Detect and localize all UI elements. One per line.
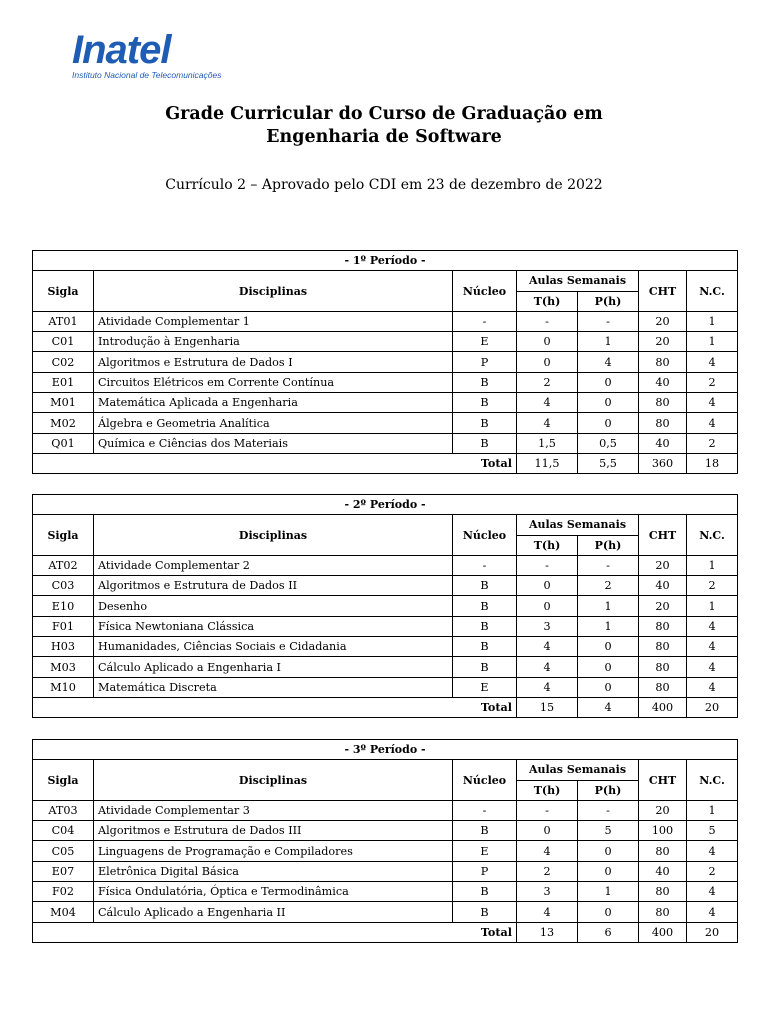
cell-cht: 80: [639, 841, 687, 861]
cell-nucleo: B: [453, 616, 517, 636]
total-nc: 20: [687, 697, 738, 717]
cell-nucleo: E: [453, 841, 517, 861]
total-t: 11,5: [517, 453, 578, 473]
cell-p: 5: [578, 821, 639, 841]
header-disciplinas: Disciplinas: [94, 760, 453, 801]
total-t: 13: [517, 922, 578, 942]
cell-disciplina: Atividade Complementar 2: [94, 555, 453, 575]
cell-t: 4: [517, 413, 578, 433]
cell-nucleo: -: [453, 555, 517, 575]
cell-cht: 80: [639, 882, 687, 902]
cell-nc: 4: [687, 841, 738, 861]
cell-t: 1,5: [517, 433, 578, 453]
cell-disciplina: Atividade Complementar 3: [94, 800, 453, 820]
cell-t: 4: [517, 677, 578, 697]
total-spacer: [33, 453, 453, 473]
table-row: [33, 311, 738, 331]
table-row: [33, 616, 738, 636]
cell-disciplina: Algoritmos e Estrutura de Dados II: [94, 576, 453, 596]
table-row: [33, 555, 738, 575]
cell-disciplina: Eletrônica Digital Básica: [94, 861, 453, 881]
cell-t: 4: [517, 841, 578, 861]
cell-nucleo: B: [453, 637, 517, 657]
cell-cht: 80: [639, 657, 687, 677]
cell-disciplina: Cálculo Aplicado a Engenharia I: [94, 657, 453, 677]
cell-nc: 1: [687, 800, 738, 820]
cell-sigla: C02: [33, 352, 94, 372]
table-row: [33, 352, 738, 372]
cell-p: 0: [578, 657, 639, 677]
header-p: P(h): [578, 780, 639, 800]
total-spacer: [33, 922, 453, 942]
header-aulas-semanais: Aulas Semanais: [517, 760, 639, 780]
header-nucleo: Núcleo: [453, 271, 517, 312]
cell-cht: 80: [639, 902, 687, 922]
cell-disciplina: Linguagens de Programação e Compiladores: [94, 841, 453, 861]
cell-p: 0: [578, 413, 639, 433]
cell-nc: 4: [687, 637, 738, 657]
header-sigla: Sigla: [33, 271, 94, 312]
table-row: [33, 677, 738, 697]
cell-sigla: AT03: [33, 800, 94, 820]
cell-t: 2: [517, 372, 578, 392]
table-row: [33, 861, 738, 881]
cell-sigla: E01: [33, 372, 94, 392]
cell-p: 0: [578, 677, 639, 697]
table-row: [33, 637, 738, 657]
cell-p: 0: [578, 637, 639, 657]
cell-t: 4: [517, 393, 578, 413]
cell-cht: 40: [639, 372, 687, 392]
header-cht: CHT: [639, 760, 687, 801]
table-row: [33, 393, 738, 413]
cell-sigla: M02: [33, 413, 94, 433]
period-title-row: [33, 495, 738, 515]
table-row: [33, 841, 738, 861]
cell-cht: 80: [639, 637, 687, 657]
cell-cht: 80: [639, 677, 687, 697]
period-title: - 1º Período -: [33, 251, 738, 271]
header-p: P(h): [578, 291, 639, 311]
cell-nc: 2: [687, 372, 738, 392]
cell-t: 4: [517, 657, 578, 677]
cell-t: 4: [517, 637, 578, 657]
header-nc: N.C.: [687, 760, 738, 801]
cell-t: -: [517, 800, 578, 820]
period-table: [32, 739, 738, 943]
cell-disciplina: Matemática Discreta: [94, 677, 453, 697]
table-row: [33, 576, 738, 596]
table-row: [33, 821, 738, 841]
cell-sigla: H03: [33, 637, 94, 657]
total-label: Total: [453, 453, 517, 473]
logo-subtitle: Instituto Nacional de Telecomunicações: [72, 70, 222, 80]
cell-t: -: [517, 311, 578, 331]
cell-nc: 4: [687, 902, 738, 922]
total-p: 5,5: [578, 453, 639, 473]
logo-wordmark: Inatel: [72, 28, 171, 72]
cell-sigla: C04: [33, 821, 94, 841]
cell-sigla: Q01: [33, 433, 94, 453]
header-disciplinas: Disciplinas: [94, 515, 453, 556]
header-aulas-semanais: Aulas Semanais: [517, 515, 639, 535]
header-t: T(h): [517, 291, 578, 311]
page-subtitle: Currículo 2 – Aprovado pelo CDI em 23 de dezembro de 2022: [165, 177, 603, 193]
cell-sigla: AT02: [33, 555, 94, 575]
cell-sigla: E10: [33, 596, 94, 616]
table-row: [33, 372, 738, 392]
cell-nucleo: E: [453, 332, 517, 352]
cell-nc: 4: [687, 882, 738, 902]
cell-nc: 4: [687, 393, 738, 413]
cell-sigla: F02: [33, 882, 94, 902]
cell-p: 0: [578, 841, 639, 861]
period-title-row: [33, 740, 738, 760]
cell-p: 1: [578, 596, 639, 616]
cell-t: 0: [517, 352, 578, 372]
cell-disciplina: Cálculo Aplicado a Engenharia II: [94, 902, 453, 922]
cell-p: 1: [578, 332, 639, 352]
header-nc: N.C.: [687, 515, 738, 556]
header-sigla: Sigla: [33, 515, 94, 556]
header-row: [33, 760, 738, 780]
cell-nucleo: B: [453, 393, 517, 413]
cell-nc: 5: [687, 821, 738, 841]
cell-cht: 20: [639, 596, 687, 616]
table-row: [33, 882, 738, 902]
cell-t: 0: [517, 821, 578, 841]
header-p: P(h): [578, 535, 639, 555]
cell-cht: 20: [639, 555, 687, 575]
total-row: [33, 697, 738, 717]
cell-p: 2: [578, 576, 639, 596]
cell-p: -: [578, 800, 639, 820]
table-row: [33, 413, 738, 433]
inatel-logo: [72, 30, 262, 80]
table-row: [33, 902, 738, 922]
cell-p: 0: [578, 861, 639, 881]
header-t: T(h): [517, 535, 578, 555]
cell-p: 0: [578, 372, 639, 392]
cell-p: 0: [578, 393, 639, 413]
period-table: [32, 494, 738, 718]
cell-nc: 1: [687, 555, 738, 575]
total-p: 4: [578, 697, 639, 717]
period-title-row: [33, 251, 738, 271]
cell-cht: 40: [639, 433, 687, 453]
cell-p: 1: [578, 616, 639, 636]
cell-sigla: C03: [33, 576, 94, 596]
cell-nucleo: B: [453, 902, 517, 922]
cell-nucleo: B: [453, 882, 517, 902]
total-cht: 400: [639, 922, 687, 942]
table-row: [33, 596, 738, 616]
cell-sigla: M04: [33, 902, 94, 922]
cell-nc: 4: [687, 677, 738, 697]
cell-p: 0: [578, 902, 639, 922]
header-cht: CHT: [639, 271, 687, 312]
cell-cht: 80: [639, 393, 687, 413]
page-title: [0, 103, 768, 149]
cell-nucleo: E: [453, 677, 517, 697]
header-nucleo: Núcleo: [453, 515, 517, 556]
total-t: 15: [517, 697, 578, 717]
total-nc: 20: [687, 922, 738, 942]
cell-disciplina: Algoritmos e Estrutura de Dados I: [94, 352, 453, 372]
total-cht: 400: [639, 697, 687, 717]
cell-nc: 2: [687, 433, 738, 453]
cell-sigla: M03: [33, 657, 94, 677]
cell-t: 2: [517, 861, 578, 881]
cell-nc: 4: [687, 413, 738, 433]
cell-t: 0: [517, 596, 578, 616]
table-row: [33, 800, 738, 820]
cell-sigla: C05: [33, 841, 94, 861]
cell-cht: 20: [639, 311, 687, 331]
cell-disciplina: Circuitos Elétricos em Corrente Contínua: [94, 372, 453, 392]
cell-cht: 80: [639, 352, 687, 372]
cell-nucleo: B: [453, 596, 517, 616]
cell-nucleo: P: [453, 352, 517, 372]
cell-nc: 2: [687, 576, 738, 596]
cell-nucleo: B: [453, 657, 517, 677]
cell-cht: 20: [639, 332, 687, 352]
cell-disciplina: Matemática Aplicada a Engenharia: [94, 393, 453, 413]
table-row: [33, 433, 738, 453]
header-aulas-semanais: Aulas Semanais: [517, 271, 639, 291]
cell-disciplina: Química e Ciências dos Materiais: [94, 433, 453, 453]
cell-cht: 40: [639, 861, 687, 881]
header-sigla: Sigla: [33, 760, 94, 801]
period-table: [32, 250, 738, 474]
period-title: - 2º Período -: [33, 495, 738, 515]
cell-nucleo: B: [453, 576, 517, 596]
table-row: [33, 657, 738, 677]
header-t: T(h): [517, 780, 578, 800]
header-nc: N.C.: [687, 271, 738, 312]
cell-sigla: F01: [33, 616, 94, 636]
cell-nucleo: B: [453, 821, 517, 841]
cell-nc: 4: [687, 352, 738, 372]
header-nucleo: Núcleo: [453, 760, 517, 801]
cell-p: -: [578, 555, 639, 575]
period-title: - 3º Período -: [33, 740, 738, 760]
total-p: 6: [578, 922, 639, 942]
total-label: Total: [453, 922, 517, 942]
cell-nc: 2: [687, 861, 738, 881]
header-row: [33, 271, 738, 291]
cell-sigla: AT01: [33, 311, 94, 331]
cell-disciplina: Física Ondulatória, Óptica e Termodinâmica: [94, 882, 453, 902]
cell-cht: 80: [639, 616, 687, 636]
cell-disciplina: Álgebra e Geometria Analítica: [94, 413, 453, 433]
cell-nucleo: B: [453, 372, 517, 392]
cell-nc: 1: [687, 332, 738, 352]
cell-cht: 20: [639, 800, 687, 820]
header-cht: CHT: [639, 515, 687, 556]
cell-p: 0,5: [578, 433, 639, 453]
cell-cht: 40: [639, 576, 687, 596]
cell-t: 3: [517, 616, 578, 636]
cell-p: 4: [578, 352, 639, 372]
cell-nucleo: -: [453, 311, 517, 331]
cell-cht: 100: [639, 821, 687, 841]
cell-t: -: [517, 555, 578, 575]
cell-disciplina: Atividade Complementar 1: [94, 311, 453, 331]
total-spacer: [33, 697, 453, 717]
cell-nc: 4: [687, 657, 738, 677]
cell-sigla: E07: [33, 861, 94, 881]
table-row: [33, 332, 738, 352]
cell-nc: 4: [687, 616, 738, 636]
cell-nc: 1: [687, 311, 738, 331]
cell-nucleo: B: [453, 433, 517, 453]
cell-sigla: M01: [33, 393, 94, 413]
cell-cht: 80: [639, 413, 687, 433]
page-title-line2: Engenharia de Software: [266, 127, 502, 147]
cell-sigla: C01: [33, 332, 94, 352]
cell-disciplina: Humanidades, Ciências Sociais e Cidadania: [94, 637, 453, 657]
cell-p: -: [578, 311, 639, 331]
header-row: [33, 515, 738, 535]
cell-nucleo: B: [453, 413, 517, 433]
cell-t: 0: [517, 576, 578, 596]
total-row: [33, 922, 738, 942]
cell-disciplina: Física Newtoniana Clássica: [94, 616, 453, 636]
total-cht: 360: [639, 453, 687, 473]
cell-disciplina: Algoritmos e Estrutura de Dados III: [94, 821, 453, 841]
cell-sigla: M10: [33, 677, 94, 697]
total-row: [33, 453, 738, 473]
cell-t: 0: [517, 332, 578, 352]
total-nc: 18: [687, 453, 738, 473]
cell-nucleo: P: [453, 861, 517, 881]
header-disciplinas: Disciplinas: [94, 271, 453, 312]
cell-disciplina: Desenho: [94, 596, 453, 616]
cell-p: 1: [578, 882, 639, 902]
total-label: Total: [453, 697, 517, 717]
cell-nucleo: -: [453, 800, 517, 820]
page-title-line1: Grade Curricular do Curso de Graduação em: [165, 104, 603, 124]
cell-nc: 1: [687, 596, 738, 616]
cell-t: 4: [517, 902, 578, 922]
cell-disciplina: Introdução à Engenharia: [94, 332, 453, 352]
cell-t: 3: [517, 882, 578, 902]
